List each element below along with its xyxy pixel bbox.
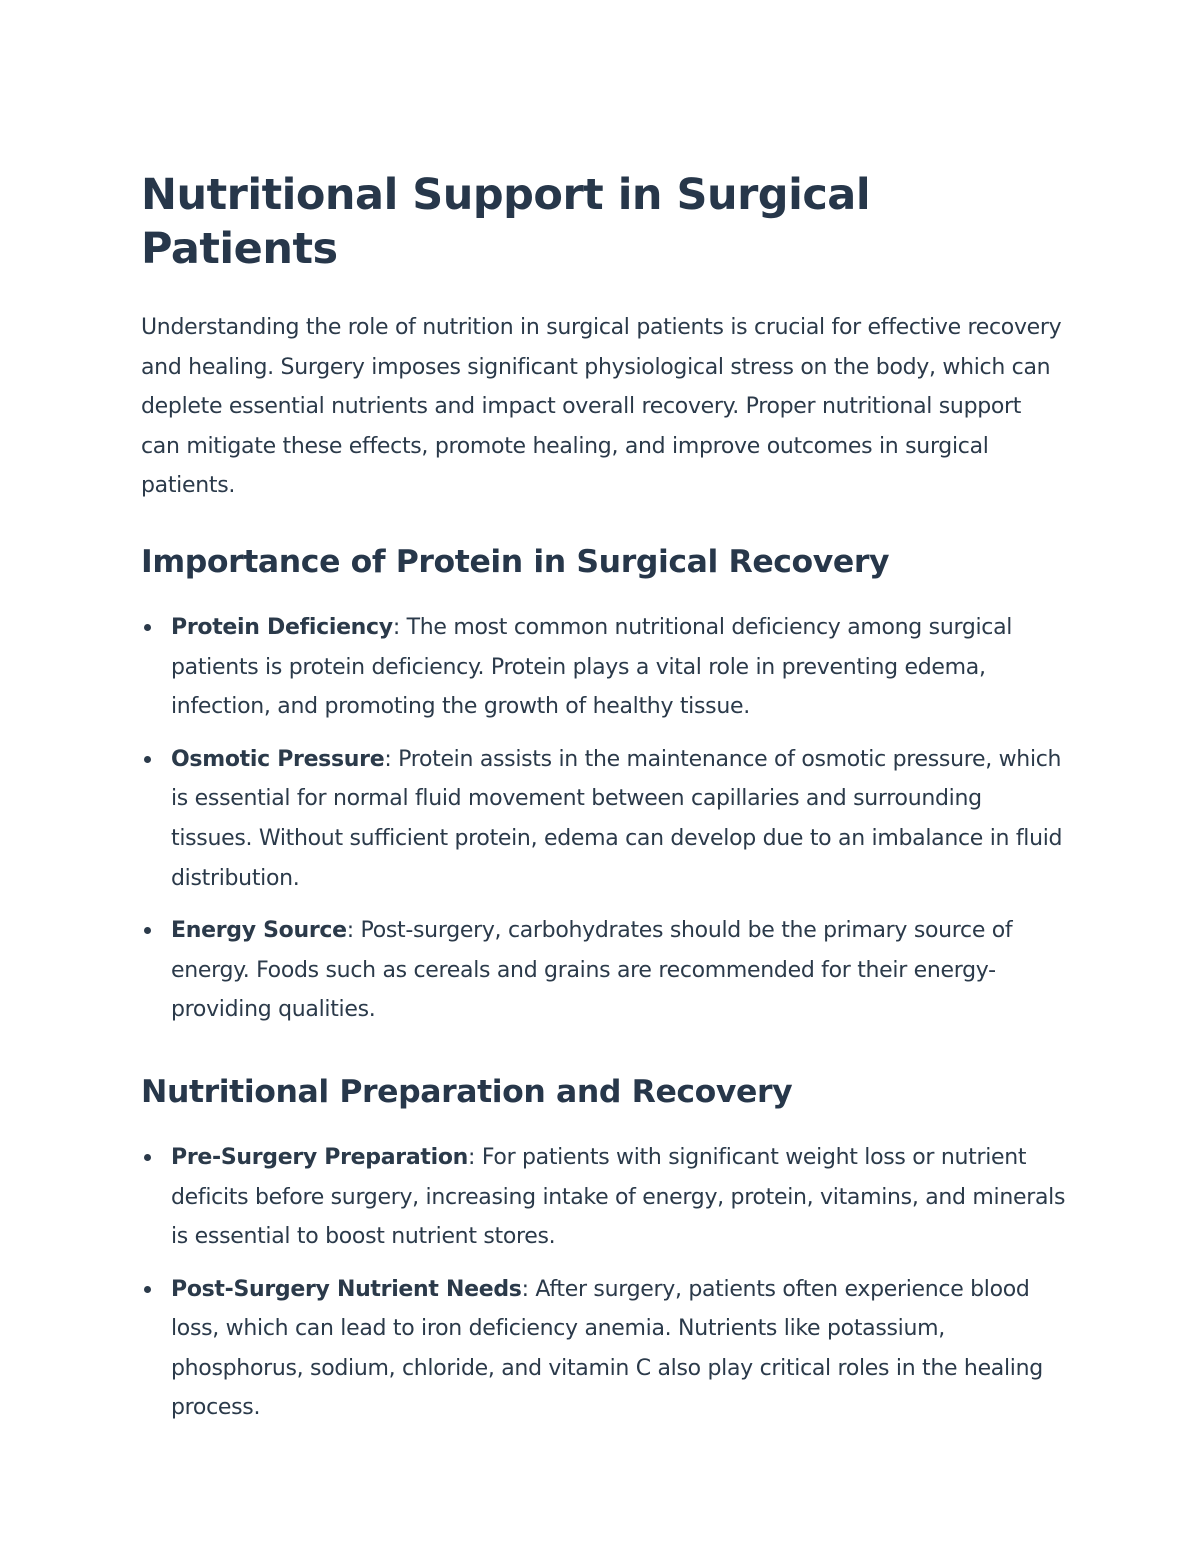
bullet-icon	[144, 756, 151, 763]
list-item-term: Post-Surgery Nutrient Needs	[171, 1276, 522, 1302]
list-item-text: : Post-surgery, carbohydrates should be the primary source of energy. Foods such as cereals and grains are recommended for their energy-providing qualities.	[171, 918, 1013, 1023]
list-item-text: : Protein assists in the maintenance of osmotic pressure, which is essential for normal fluid movement between capillaries and surrounding tissues. Without sufficient protein, edema can develop due to an imbalance in fluid distribution.	[171, 746, 1063, 891]
preparation-list	[141, 1138, 1066, 1428]
list-item	[141, 608, 1066, 727]
protein-list	[141, 608, 1066, 1030]
list-item-term: Energy Source	[171, 918, 347, 944]
list-item	[141, 1270, 1066, 1428]
section-heading-preparation: Nutritional Preparation and Recovery	[141, 1073, 793, 1110]
intro-paragraph: Understanding the role of nutrition in surgical patients is crucial for effective recovery and healing. Surgery imposes significant physiological stress on the body, which can deplete essential nutrients and impact overall recovery. Proper nutritional support can mitigate these effects, promote healing, and improve outcomes in surgical patients.	[141, 315, 1062, 499]
bullet-icon	[144, 1286, 151, 1293]
list-item	[141, 740, 1066, 898]
bullet-icon	[144, 624, 151, 631]
bullet-icon	[144, 927, 151, 934]
list-item-term: Protein Deficiency	[171, 614, 393, 640]
page-title: Nutritional Support in Surgical Patients	[141, 170, 871, 274]
section-heading-protein: Importance of Protein in Surgical Recovery	[141, 543, 890, 580]
list-item	[141, 911, 1066, 1030]
bullet-icon	[144, 1154, 151, 1161]
list-item-text: : After surgery, patients often experience blood loss, which can lead to iron deficiency anemia. Nutrients like potassium, phosphorus, sodium, chloride, and vitamin C also play critical roles in the healing process.	[171, 1276, 1043, 1421]
document-page	[141, 168, 1066, 1441]
list-item-text: : The most common nutritional deficiency among surgical patients is protein deficiency. Protein plays a vital role in preventing edema, infection, and promoting the growth of healthy tissue.	[171, 614, 1013, 720]
list-item-term: Osmotic Pressure	[171, 746, 385, 772]
list-item-term: Pre-Surgery Preparation	[171, 1144, 469, 1170]
list-item	[141, 1138, 1066, 1257]
list-item-text: : For patients with significant weight loss or nutrient deficits before surgery, increasing intake of energy, protein, vitamins, and minerals is essential to boost nutrient stores.	[171, 1144, 1066, 1250]
